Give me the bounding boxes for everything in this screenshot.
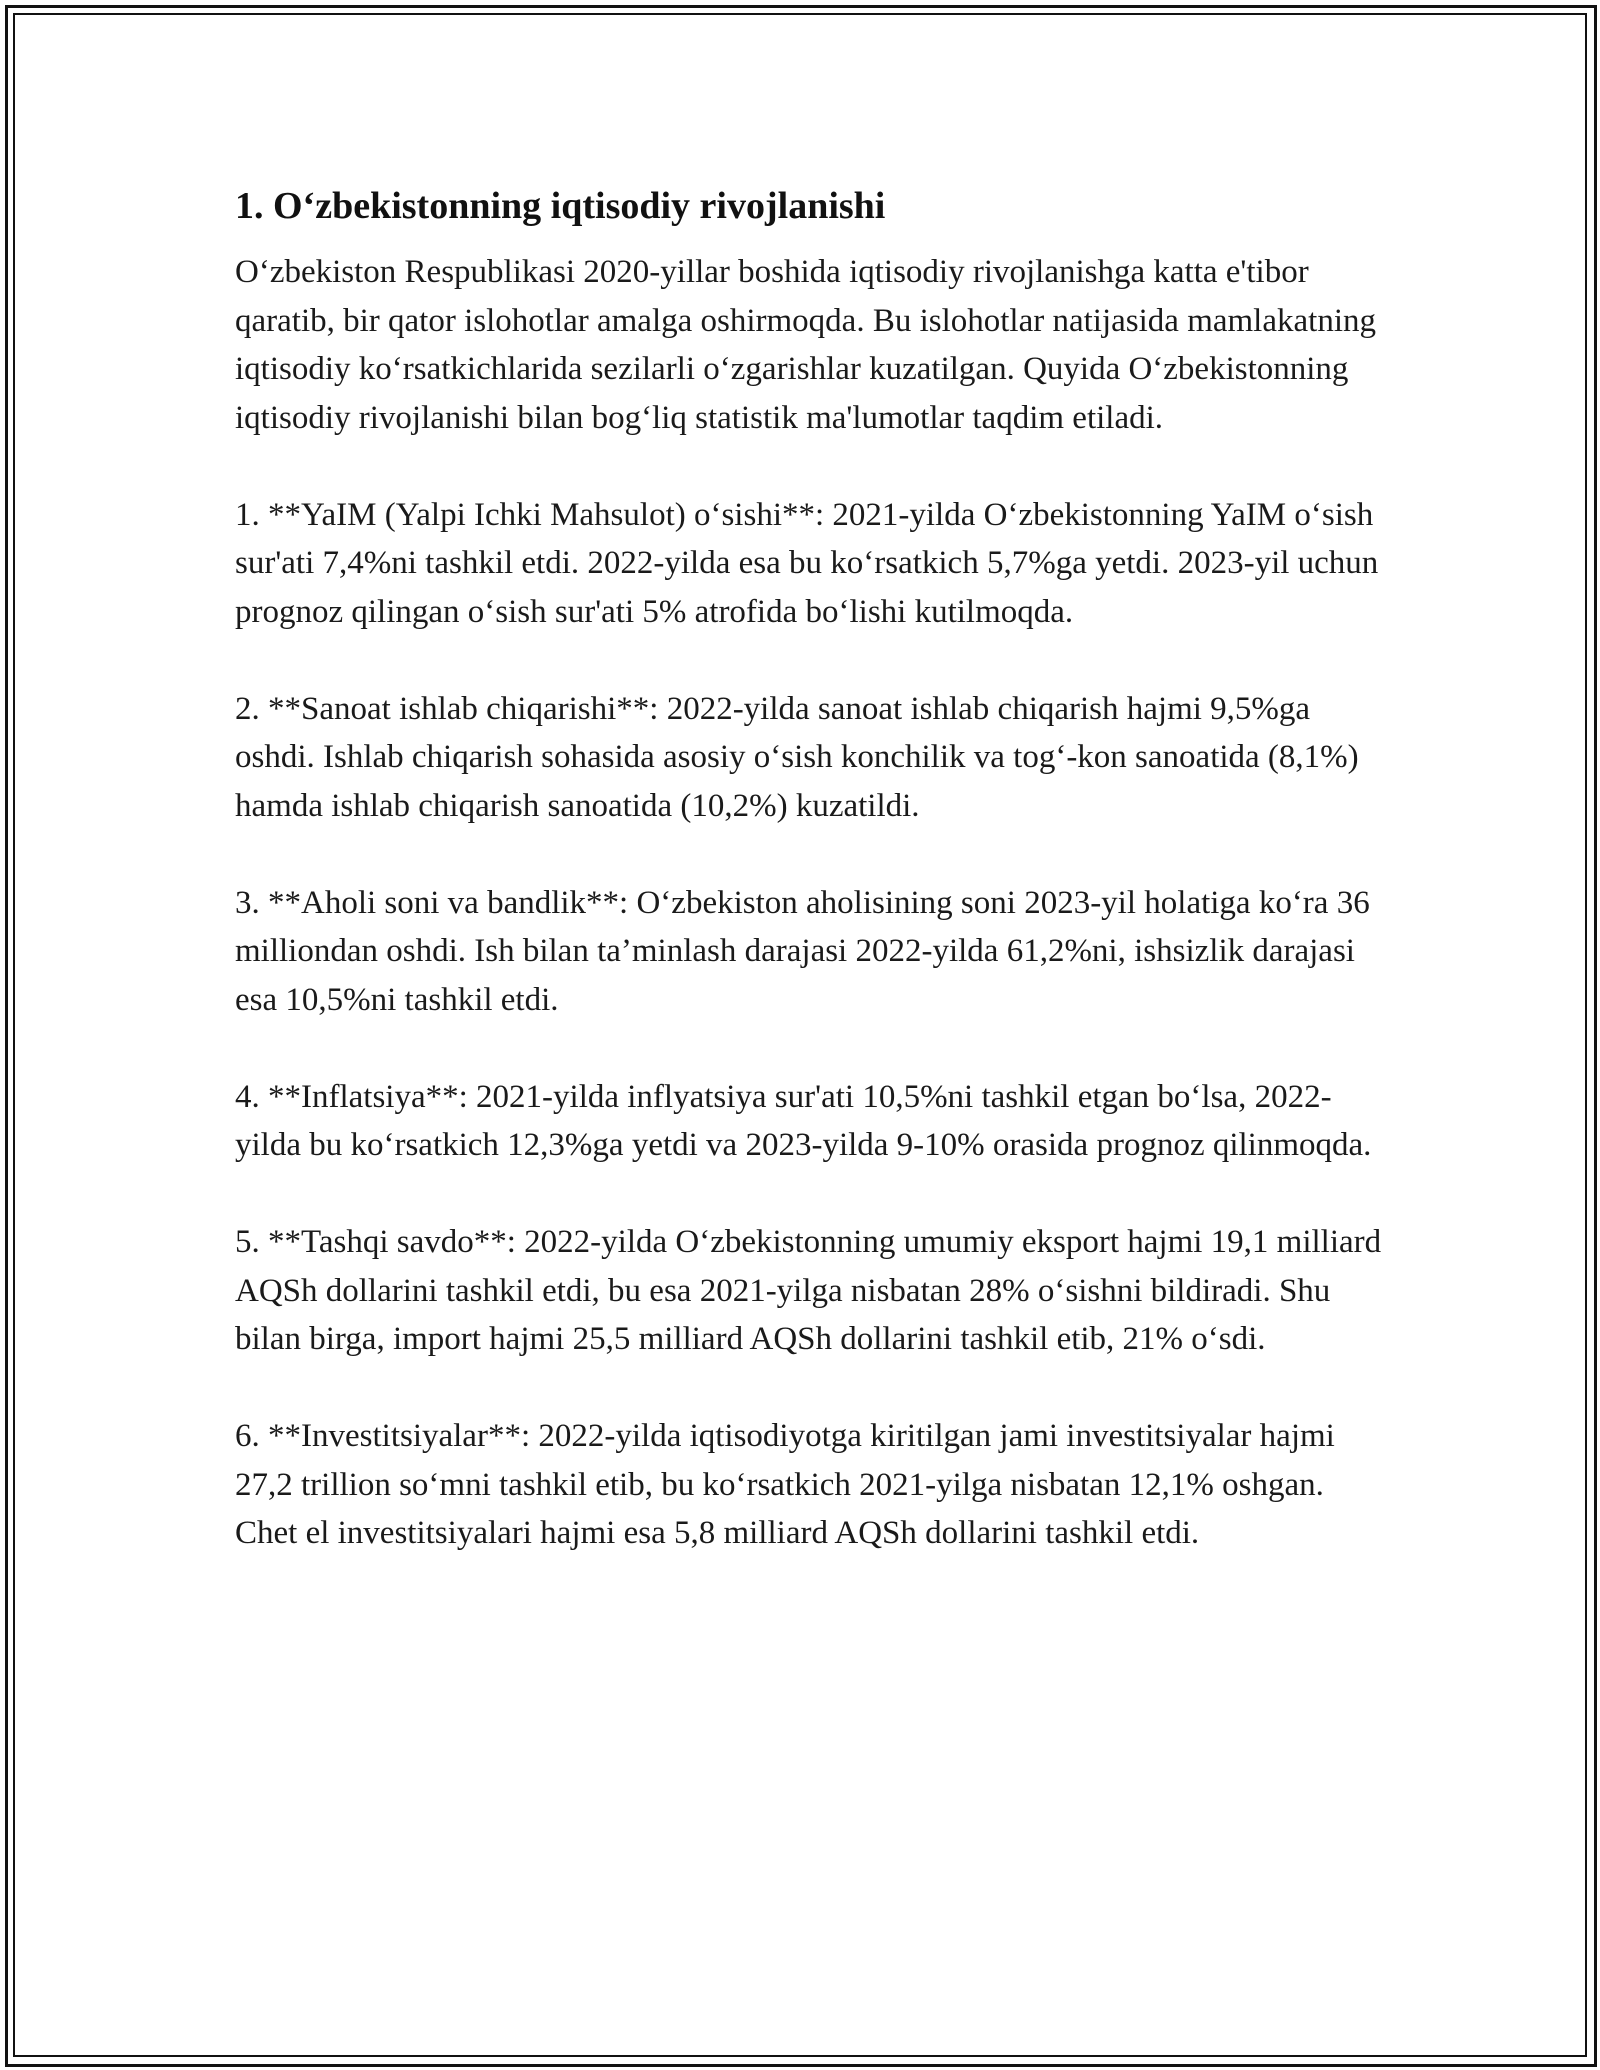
list-item-industrial-production: 2. **Sanoat ishlab chiqarishi**: 2022-yilda sanoat ishlab chiqarish hajmi 9,5%ga oshdi. Ishlab chiqarish sohasida asosiy o‘sish konchilik va tog‘-kon sanoatida (8,1%) hamda ishlab chiqarish sanoatida (10,2%) kuzatildi. bbox=[235, 690, 1359, 824]
intro-paragraph: O‘zbekiston Respublikasi 2020-yillar boshida iqtisodiy rivojlanishga katta e'tibor qaratib, bir qator islohotlar amalga oshirmoqda. Bu islohotlar natijasida mamlakatning iqtisodiy ko‘rsatkichlarida sezilarli o‘zgarishlar kuzatilgan. Quyida O‘zbekistonning iqtisodiy rivojlanishi bilan bog‘liq statistik ma'lumotlar taqdim etiladi. bbox=[235, 254, 1376, 436]
document-body bbox=[235, 182, 1385, 1606]
list-item-gdp-growth: 1. **YaIM (Yalpi Ichki Mahsulot) o‘sishi**: 2021-yilda O‘zbekistonning YaIM o‘sish sur'ati 7,4%ni tashkil etdi. 2022-yilda esa bu ko‘rsatkich 5,7%ga yetdi. 2023-yil uchun prognoz qilingan o‘sish sur'ati 5% atrofida bo‘lishi kutilmoqda. bbox=[235, 496, 1379, 630]
list-item-foreign-trade: 5. **Tashqi savdo**: 2022-yilda O‘zbekistonning umumiy eksport hajmi 19,1 milliard AQSh dollarini tashkil etdi, bu esa 2021-yilga nisbatan 28% o‘sishni bildiradi. Shu bilan birga, import hajmi 25,5 milliard AQSh dollarini tashkil etib, 21% o‘sdi. bbox=[235, 1224, 1382, 1357]
section-heading: 1. O‘zbekistonning iqtisodiy rivojlanishi bbox=[235, 185, 886, 227]
list-item-inflation: 4. **Inflatsiya**: 2021-yilda inflyatsiya sur'ati 10,5%ni tashkil etgan bo‘lsa, 2022-yilda bu ko‘rsatkich 12,3%ga yetdi va 2023-yilda 9-10% orasida prognoz qilinmoqda. bbox=[235, 1078, 1372, 1163]
list-item-population-employment: 3. **Aholi soni va bandlik**: O‘zbekiston aholisining soni 2023-yil holatiga ko‘ra 36 milliondan oshdi. Ish bilan ta’minlash darajasi 2022-yilda 61,2%ni, ishsizlik darajasi esa 10,5%ni tashkil etdi. bbox=[235, 884, 1370, 1018]
list-item-investments: 6. **Investitsiyalar**: 2022-yilda iqtisodiyotga kiritilgan jami investitsiyalar hajmi 27,2 trillion so‘mni tashkil etib, bu ko‘rsatkich 2021-yilga nisbatan 12,1% oshgan. Chet el investitsiyalari hajmi esa 5,8 milliard AQSh dollarini tashkil etdi. bbox=[235, 1418, 1335, 1551]
